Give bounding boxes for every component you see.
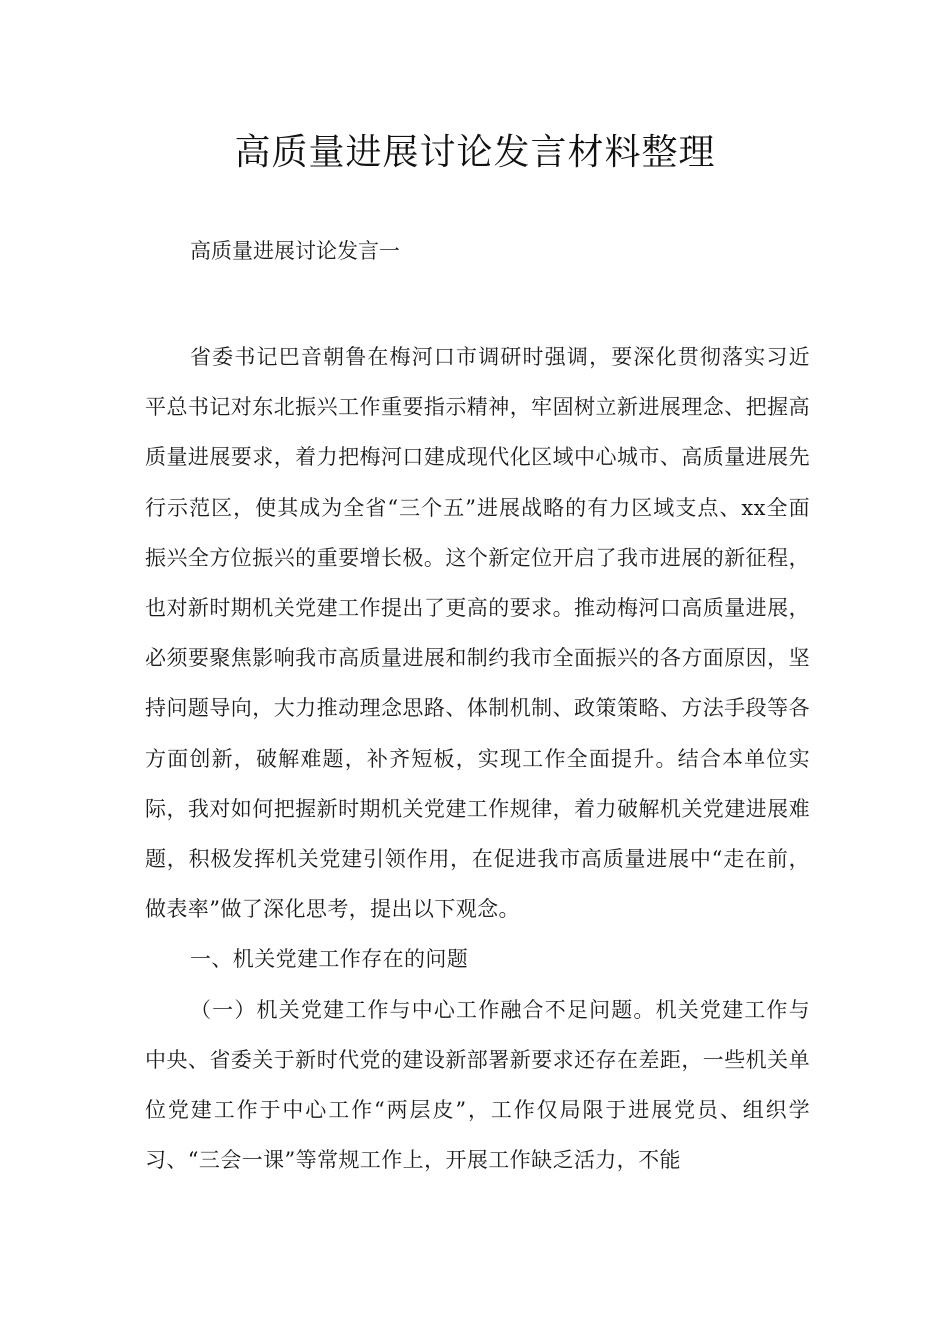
document-body [145, 332, 810, 1185]
document-subtitle: 高质量进展讨论发言一 [190, 239, 400, 263]
section-heading: 一、机关党建工作存在的问题 [190, 947, 469, 972]
document-title: 高质量进展讨论发言材料整理 [234, 132, 716, 173]
body-paragraph: 省委书记巴音朝鲁在梅河口市调研时强调，要深化贯彻落实习近平总书记对东北振兴工作重要指示精神，牢固树立新进展理念、把握高质量进展要求，着力把梅河口建成现代化区域中心城市、高质量进展先行示范区，使其成为全省“三个五”进展战略的有力区域支点、xx全面振兴全方位振兴的重要增长极。这个新定位开启了我市进展的新征程，也对新时期机关党建工作提出了更高的要求。推动梅河口高质量进展，必须要聚焦影响我市高质量进展和制约我市全面振兴的各方面原因，坚持问题导向，大力推动理念思路、体制机制、政策策略、方法手段等各方面创新，破解难题，补齐短板，实现工作全面提升。结合本单位实际，我对如何把握新时期机关党建工作规律，着力破解机关党建进展难题，积极发挥机关党建引领作用，在促进我市高质量进展中“走在前，做表率”做了深化思考，提出以下观念。 [145, 345, 810, 922]
body-paragraph: （一）机关党建工作与中心工作融合不足问题。机关党建工作与中央、省委关于新时代党的建设新部署新要求还存在差距，一些机关单位党建工作于中心工作“两层皮”，工作仅局限于进展党员、组织学习、“三会一课”等常规工作上，开展工作缺乏活力，不能 [145, 997, 810, 1173]
